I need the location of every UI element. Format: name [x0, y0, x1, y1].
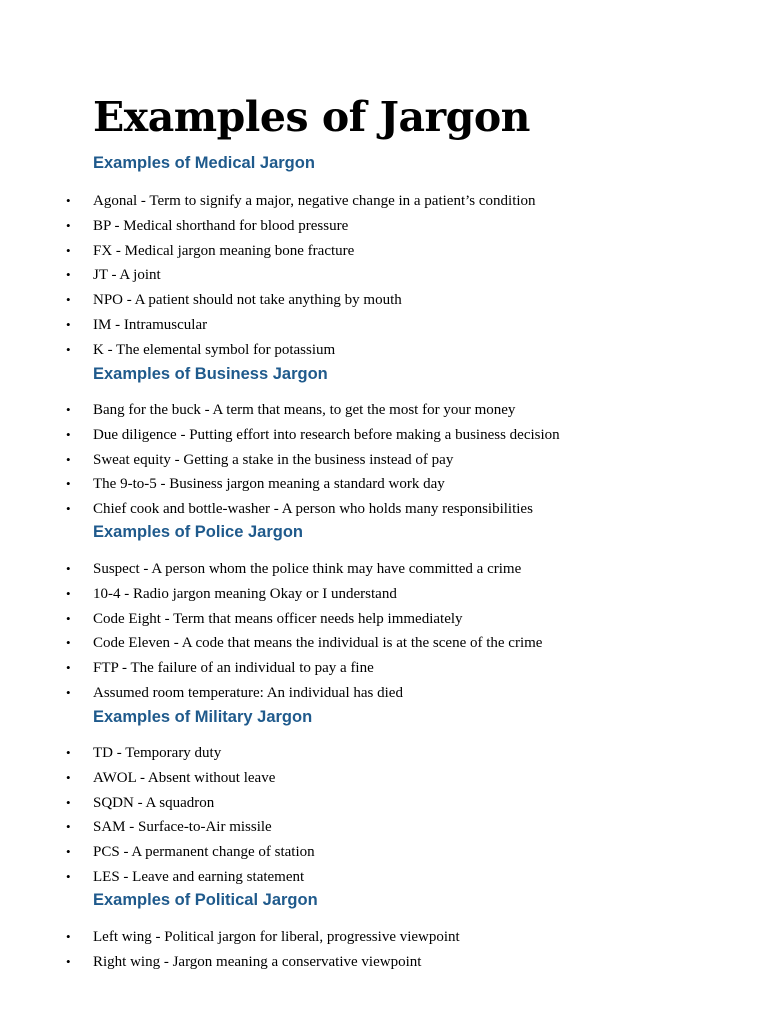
- list-item: • Code Eight - Term that means officer needs help immediately: [0, 607, 768, 632]
- bullet-icon: •: [66, 929, 71, 944]
- list-item: • Bang for the buck - A term that means, to get the most for your money: [0, 398, 768, 423]
- police-jargon-list: [0, 557, 768, 706]
- bullet-icon: •: [66, 868, 71, 884]
- section-heading-business: Examples of Business Jargon: [93, 365, 328, 383]
- political-jargon-list: [0, 925, 768, 975]
- list-item: • Suspect - A person whom the police think may have committed a crime: [0, 557, 768, 582]
- bullet-icon: •: [66, 341, 71, 357]
- list-item: • The 9-to-5 - Business jargon meaning a standard work day: [0, 472, 768, 497]
- list-item: • Assumed room temperature: An individual has died: [0, 681, 768, 706]
- list-item: • JT - A joint: [0, 263, 768, 288]
- business-jargon-list: [0, 398, 768, 522]
- bullet-icon: •: [66, 476, 71, 492]
- list-item: • Code Eleven - A code that means the individual is at the scene of the crime: [0, 631, 768, 656]
- bullet-icon: •: [66, 660, 71, 676]
- list-item: • AWOL - Absent without leave: [0, 766, 768, 791]
- bullet-icon: •: [66, 501, 71, 517]
- list-item: • Chief cook and bottle-washer - A person who holds many responsibilities: [0, 497, 768, 522]
- bullet-icon: •: [66, 402, 71, 417]
- bullet-icon: •: [66, 794, 71, 810]
- bullet-icon: •: [66, 426, 71, 442]
- bullet-icon: •: [66, 267, 71, 283]
- list-item: • SAM - Surface-to-Air missile: [0, 815, 768, 840]
- bullet-icon: •: [66, 217, 71, 233]
- bullet-icon: •: [66, 819, 71, 835]
- military-jargon-list: [0, 741, 768, 890]
- list-item: • IM - Intramuscular: [0, 313, 768, 338]
- list-item: • Left wing - Political jargon for liberal, progressive viewpoint: [0, 925, 768, 950]
- list-item: • BP - Medical shorthand for blood pressure: [0, 214, 768, 239]
- list-item: • NPO - A patient should not take anything by mouth: [0, 288, 768, 313]
- bullet-icon: •: [66, 451, 71, 467]
- bullet-icon: •: [66, 745, 71, 760]
- bullet-icon: •: [66, 242, 71, 258]
- list-item: • Sweat equity - Getting a stake in the business instead of pay: [0, 448, 768, 473]
- section-heading-medical: Examples of Medical Jargon: [93, 154, 315, 172]
- list-item: • 10-4 - Radio jargon meaning Okay or I understand: [0, 582, 768, 607]
- medical-jargon-list: [0, 189, 768, 363]
- bullet-icon: •: [66, 561, 71, 576]
- section-heading-police: Examples of Police Jargon: [93, 523, 303, 541]
- list-item: • Agonal - Term to signify a major, negative change in a patient’s condition: [0, 189, 768, 214]
- section-heading-military: Examples of Military Jargon: [93, 708, 313, 726]
- bullet-icon: •: [66, 316, 71, 332]
- bullet-icon: •: [66, 193, 71, 208]
- list-item: • K - The elemental symbol for potassium: [0, 338, 768, 363]
- bullet-icon: •: [66, 292, 71, 308]
- list-item: • FX - Medical jargon meaning bone fracture: [0, 239, 768, 264]
- list-item: • PCS - A permanent change of station: [0, 840, 768, 865]
- page-title: Examples of Jargon: [93, 93, 530, 141]
- bullet-icon: •: [66, 769, 71, 785]
- bullet-icon: •: [66, 585, 71, 601]
- section-heading-political: Examples of Political Jargon: [93, 891, 318, 909]
- bullet-icon: •: [66, 953, 71, 969]
- bullet-icon: •: [66, 635, 71, 651]
- list-item: • Due diligence - Putting effort into research before making a business decision: [0, 423, 768, 448]
- list-item: • SQDN - A squadron: [0, 791, 768, 816]
- bullet-icon: •: [66, 610, 71, 626]
- list-item: • LES - Leave and earning statement: [0, 865, 768, 890]
- bullet-icon: •: [66, 684, 71, 700]
- list-item: • TD - Temporary duty: [0, 741, 768, 766]
- list-item: • FTP - The failure of an individual to pay a fine: [0, 656, 768, 681]
- bullet-icon: •: [66, 844, 71, 860]
- list-item: • Right wing - Jargon meaning a conservative viewpoint: [0, 950, 768, 975]
